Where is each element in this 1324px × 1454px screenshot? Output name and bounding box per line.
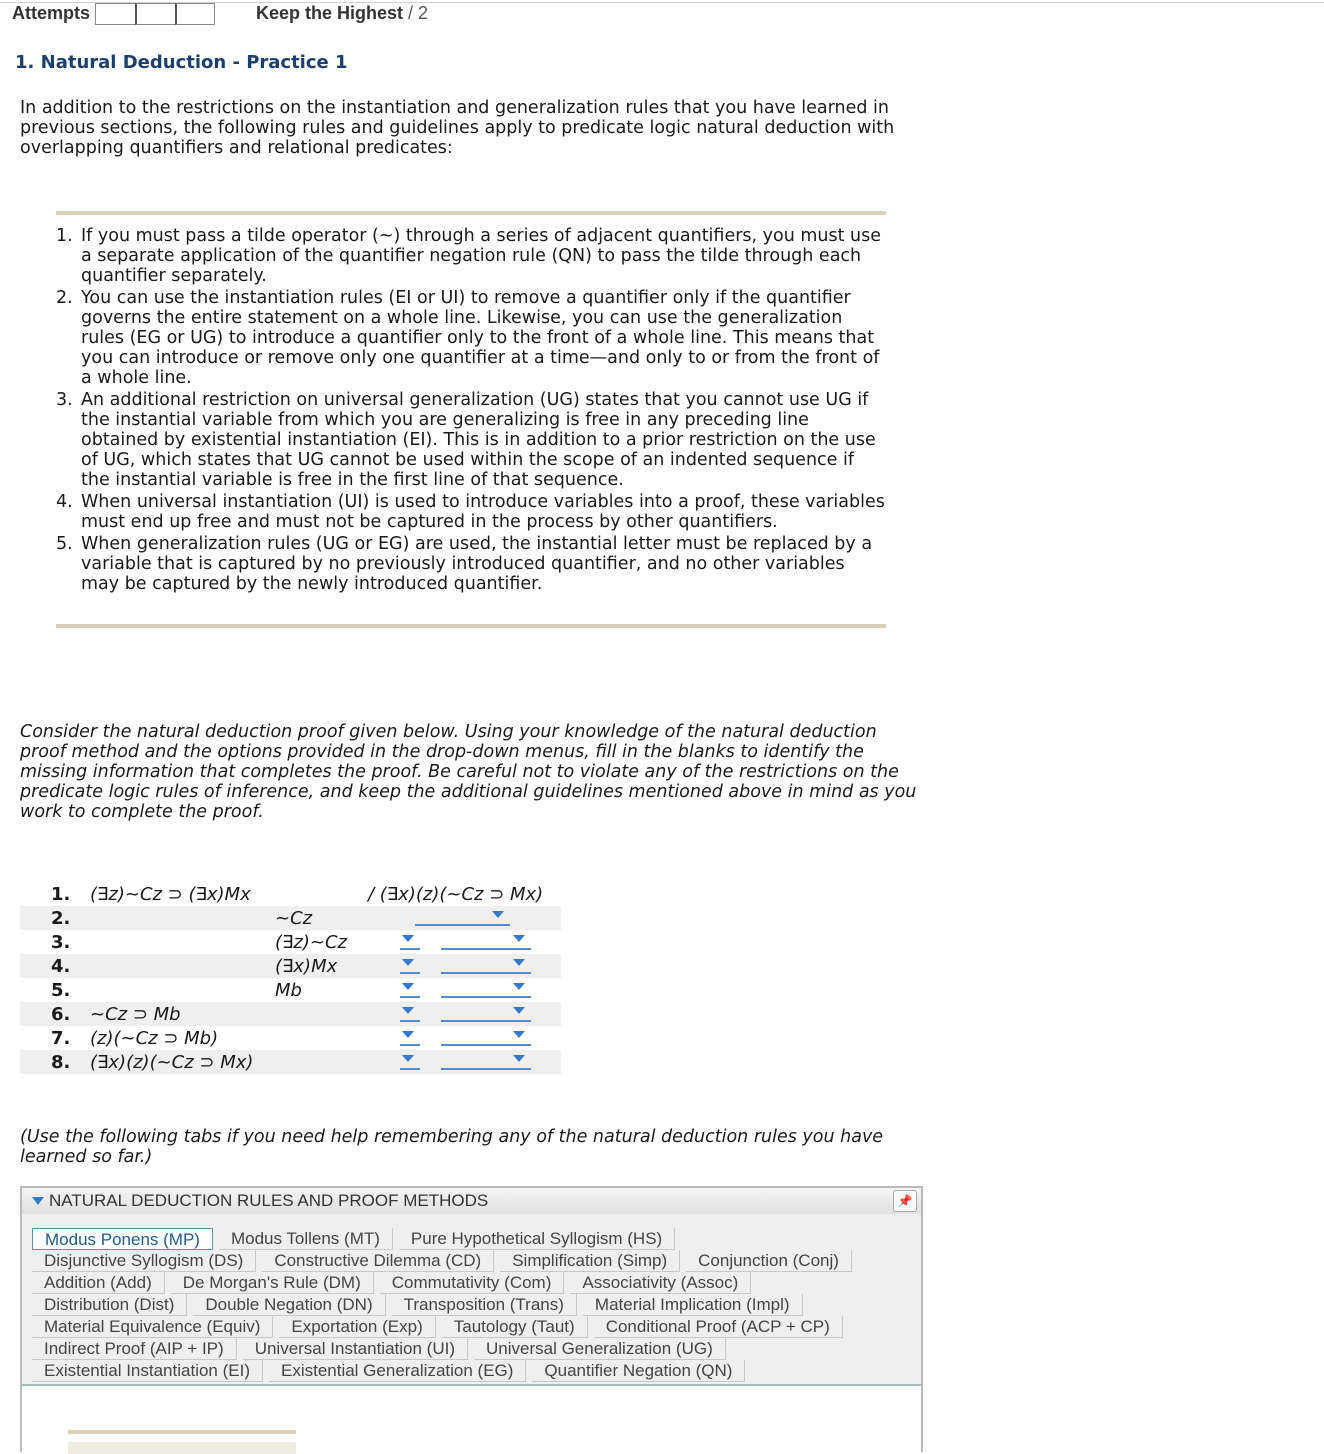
- tab-row: [32, 1250, 858, 1272]
- proof-line: [20, 978, 561, 1002]
- line-ref-dropdown[interactable]: [400, 1050, 420, 1070]
- points: / 2: [408, 3, 429, 23]
- tab-modus-tollens[interactable]: Modus Tollens (MT): [219, 1228, 393, 1250]
- dropdown-arrow-icon: [513, 1055, 525, 1062]
- dropdown-arrow-icon: [402, 1031, 414, 1038]
- tab-quantifier-negation[interactable]: Quantifier Negation (QN): [532, 1360, 745, 1382]
- tab-row: [32, 1360, 751, 1382]
- proof-line: [20, 882, 561, 906]
- tab-row: [32, 1228, 681, 1250]
- line-ref-dropdown[interactable]: [400, 930, 420, 950]
- rule-dropdown[interactable]: [441, 930, 531, 950]
- dropdown-arrow-icon: [492, 911, 504, 918]
- line-number: 7.: [51, 1028, 71, 1049]
- line-ref-dropdown[interactable]: [400, 954, 420, 974]
- line-formula: Mb: [275, 980, 302, 1001]
- dropdown-arrow-icon: [402, 935, 414, 942]
- rule-item: 5. When generalization rules (UG or EG) are used, the instantial letter must be replaced by a variable that is captured by no previously introduced quantifier, and no other variables may be captured by the newly introduced quantifier.: [56, 534, 873, 594]
- help-note: (Use the following tabs if you need help remembering any of the natural deduction rules you have learned so far.): [20, 1127, 884, 1167]
- tab-associativity[interactable]: Associativity (Assoc): [570, 1272, 751, 1294]
- dropdown-arrow-icon: [402, 959, 414, 966]
- tab-material-equivalence[interactable]: Material Equivalence (Equiv): [32, 1316, 273, 1338]
- attempts-label: Attempts: [12, 3, 91, 23]
- line-ref-dropdown[interactable]: [400, 978, 420, 998]
- question-title: 1. Natural Deduction - Practice 1: [15, 52, 348, 73]
- tab-modus-ponens[interactable]: Modus Ponens (MP): [32, 1228, 213, 1250]
- rule-item: 2. You can use the instantiation rules (EI or UI) to remove a quantifier only if the quantifier governs the entire statement on a whole line. Likewise, you can use the generalization rules (EG or UG) to introduce a quantifier only to the front of a whole line. This means that you can introduce or remove only one quantifier at a time—and only to or from the front of a whole line.: [56, 288, 880, 388]
- tab-simplification[interactable]: Simplification (Simp): [500, 1250, 680, 1272]
- line-ref-dropdown[interactable]: [400, 1026, 420, 1046]
- tab-universal-instantiation[interactable]: Universal Instantiation (UI): [243, 1338, 468, 1360]
- tab-row: [32, 1294, 809, 1316]
- panel-title: NATURAL DEDUCTION RULES AND PROOF METHODS: [49, 1191, 489, 1210]
- line-number: 4.: [51, 956, 71, 977]
- line-number: 8.: [51, 1052, 71, 1073]
- tab-addition[interactable]: Addition (Add): [32, 1272, 165, 1294]
- line-formula: ~Cz: [275, 908, 313, 929]
- rule-item: 1. If you must pass a tilde operator (~) through a series of adjacent quantifiers, you must use a separate application of the quantifier negation rule (QN) to pass the tilde through each quantifier separately.: [56, 226, 882, 286]
- rule-dropdown[interactable]: [441, 978, 531, 998]
- line-formula: (∃z)~Cz: [275, 932, 347, 953]
- justification-dropdown[interactable]: [415, 906, 510, 926]
- tab-universal-generalization[interactable]: Universal Generalization (UG): [474, 1338, 726, 1360]
- dropdown-arrow-icon: [513, 935, 525, 942]
- dropdown-arrow-icon: [402, 983, 414, 990]
- tab-tautology[interactable]: Tautology (Taut): [442, 1316, 588, 1338]
- tab-commutativity[interactable]: Commutativity (Com): [380, 1272, 565, 1294]
- conclusion: / (∃x)(z)(~Cz ⊃ Mx): [368, 884, 544, 905]
- attempts-boxes: [95, 3, 215, 27]
- dropdown-arrow-icon: [402, 1055, 414, 1062]
- proof-line: [20, 954, 561, 978]
- tab-row: [32, 1316, 849, 1338]
- rules-panel: [20, 1186, 923, 1452]
- attempt-box: [135, 3, 175, 25]
- dropdown-arrow-icon: [513, 959, 525, 966]
- proof-line: [20, 1026, 561, 1050]
- tab-conditional-proof[interactable]: Conditional Proof (ACP + CP): [594, 1316, 843, 1338]
- line-number: 3.: [51, 932, 71, 953]
- proof-table: [20, 882, 561, 1074]
- tab-constructive-dilemma[interactable]: Constructive Dilemma (CD): [262, 1250, 494, 1272]
- rule-dropdown[interactable]: [441, 1026, 531, 1046]
- tab-de-morgan[interactable]: De Morgan's Rule (DM): [171, 1272, 374, 1294]
- tab-material-implication[interactable]: Material Implication (Impl): [583, 1294, 803, 1316]
- proof-line: [20, 1002, 561, 1026]
- line-number: 1.: [51, 884, 71, 905]
- proof-line: [20, 930, 561, 954]
- rules-top-bar: [56, 211, 886, 215]
- keep-highest: [256, 3, 428, 24]
- tab-transposition[interactable]: Transposition (Trans): [392, 1294, 577, 1316]
- rule-item: 3. An additional restriction on universal generalization (UG) states that you cannot use UG if the instantial variable from which you are generalizing is free in any preceding line obtained by existential instantiation (EI). This is in addition to a prior restriction on the use of UG, which states that UG cannot be used within the scope of an indented sequence if the instantial variable is free in the first line of that sequence.: [56, 390, 876, 490]
- tab-existential-instantiation[interactable]: Existential Instantiation (EI): [32, 1360, 263, 1382]
- line-formula: (z)(~Cz ⊃ Mb): [90, 1028, 219, 1049]
- rules-bottom-bar: [56, 624, 886, 628]
- tab-exportation[interactable]: Exportation (Exp): [279, 1316, 435, 1338]
- tab-row: [32, 1272, 757, 1294]
- tab-double-negation[interactable]: Double Negation (DN): [193, 1294, 385, 1316]
- rules-list: [56, 226, 886, 596]
- intro-text: In addition to the restrictions on the instantiation and generalization rules that you have learned in previous sections, the following rules and guidelines apply to predicate logic natural deduction with overlapping quantifiers and relational predicates:: [20, 98, 895, 158]
- proof-line: [20, 906, 561, 930]
- line-number: 2.: [51, 908, 71, 929]
- line-formula: (∃x)Mx: [275, 956, 338, 977]
- dropdown-arrow-icon: [513, 1031, 525, 1038]
- tab-indirect-proof[interactable]: Indirect Proof (AIP + IP): [32, 1338, 237, 1360]
- line-formula: (∃z)~Cz ⊃ (∃x)Mx: [90, 884, 251, 905]
- line-ref-dropdown[interactable]: [400, 1002, 420, 1022]
- consider-text: Consider the natural deduction proof given below. Using your knowledge of the natural deduction proof method and the options provided in the drop-down menus, fill in the blanks to identify the missing information that completes the proof. Be careful not to violate any of the restrictions on the predicate logic rules of inference, and keep the additional guidelines mentioned above in mind as you work to complete the proof.: [20, 722, 917, 822]
- tab-distribution[interactable]: Distribution (Dist): [32, 1294, 187, 1316]
- triangle-down-icon[interactable]: [32, 1197, 44, 1205]
- dropdown-arrow-icon: [513, 1007, 525, 1014]
- dropdown-arrow-icon: [402, 1007, 414, 1014]
- keep-label: Keep the Highest: [256, 3, 404, 23]
- line-number: 5.: [51, 980, 71, 1001]
- attempt-box: [95, 3, 135, 25]
- proof-line: [20, 1050, 561, 1074]
- tab-disjunctive-syllogism[interactable]: Disjunctive Syllogism (DS): [32, 1250, 256, 1272]
- attempt-box: [175, 3, 215, 25]
- rule-tabs: [22, 1214, 921, 1386]
- rule-dropdown[interactable]: [441, 1050, 531, 1070]
- content-header-band: [68, 1442, 296, 1454]
- panel-header[interactable]: [22, 1188, 921, 1215]
- tab-row: [32, 1338, 732, 1360]
- tab-hypothetical-syllogism[interactable]: Pure Hypothetical Syllogism (HS): [399, 1228, 675, 1250]
- line-formula: ~Cz ⊃ Mb: [90, 1004, 181, 1025]
- tab-existential-generalization[interactable]: Existential Generalization (EG): [269, 1360, 526, 1382]
- content-top-bar: [68, 1430, 296, 1434]
- rule-item: 4. When universal instantiation (UI) is used to introduce variables into a proof, these variables must end up free and must not be captured in the process by other quantifiers.: [56, 492, 885, 532]
- line-number: 6.: [51, 1004, 71, 1025]
- pin-icon[interactable]: 📌: [893, 1190, 917, 1212]
- line-formula: (∃x)(z)(~Cz ⊃ Mx): [90, 1052, 254, 1073]
- rule-dropdown[interactable]: [441, 1002, 531, 1022]
- rule-dropdown[interactable]: [441, 954, 531, 974]
- dropdown-arrow-icon: [513, 983, 525, 990]
- tab-conjunction[interactable]: Conjunction (Conj): [686, 1250, 852, 1272]
